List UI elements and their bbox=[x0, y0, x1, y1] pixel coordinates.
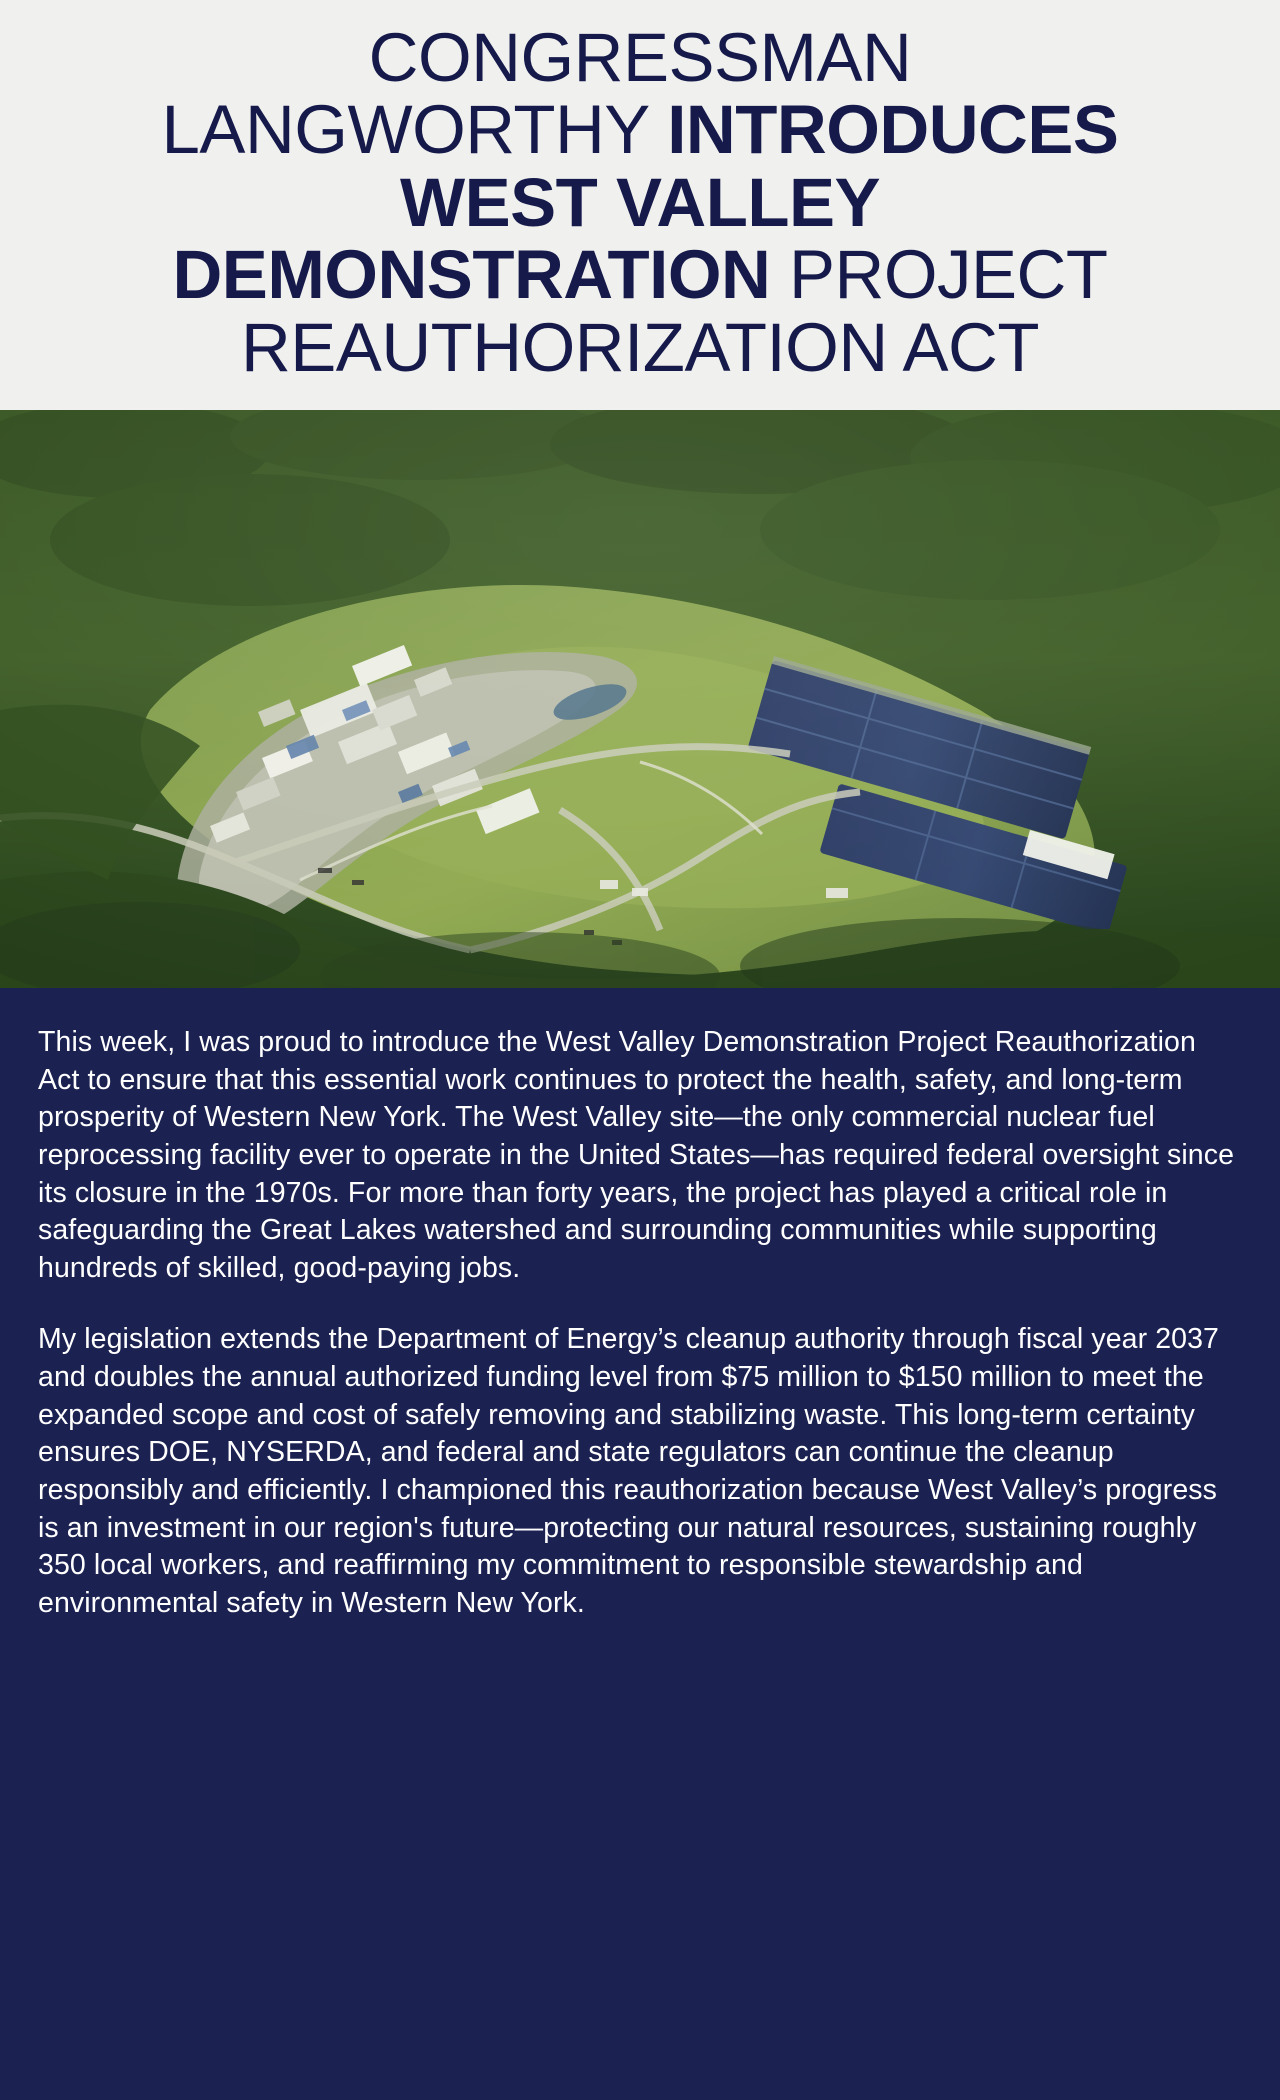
statement-body bbox=[0, 988, 1280, 2100]
aerial-site-illustration bbox=[0, 410, 1280, 988]
headline-line-4-light: PROJECT bbox=[789, 236, 1108, 314]
headline-line-4-bold: DEMONSTRATION bbox=[172, 236, 789, 314]
headline-line-1: CONGRESSMAN bbox=[368, 19, 912, 96]
paragraph-2: My legislation extends the Department of Energy’s cleanup authority through fiscal year 2037 and doubles the annual authorized funding level from $75 million to $150 million to meet the expanded scope and cost of safely removing and stabilizing waste. This long-term certainty ensures DOE, NYSERDA, and federal and state regulators can continue the cleanup responsibly and efficiently. I championed this reauthorization because West Valley’s progress is an investment in our region's future—protecting our natural resources, sustaining roughly 350 local workers, and reaffirming my commitment to responsible stewardship and environmental safety in Western New York. bbox=[38, 1323, 1220, 1619]
headline-line-2-light: LANGWORTHY bbox=[161, 91, 668, 169]
headline-line-3: WEST VALLEY bbox=[399, 163, 881, 241]
headline-line-5: REAUTHORIZATION ACT bbox=[240, 308, 1040, 386]
page-title bbox=[14, 19, 1266, 386]
headline-line-2-bold: INTRODUCES bbox=[667, 91, 1119, 169]
paragraph-1: This week, I was proud to introduce the West Valley Demonstration Project Reauthorization Act to ensure that this essential work continues to protect the health, safety, and long-term prosperity of Western New York. The West Valley site—the only commercial nuclear fuel reprocessing facility ever to operate in the United States—has required federal oversight since its closure in the 1970s. For more than forty years, the project has played a critical role in safeguarding the Great Lakes watershed and surrounding communities while supporting hundreds of skilled, good-paying jobs. bbox=[38, 1026, 1235, 1284]
header-banner bbox=[0, 0, 1280, 410]
site-photo bbox=[0, 410, 1280, 988]
